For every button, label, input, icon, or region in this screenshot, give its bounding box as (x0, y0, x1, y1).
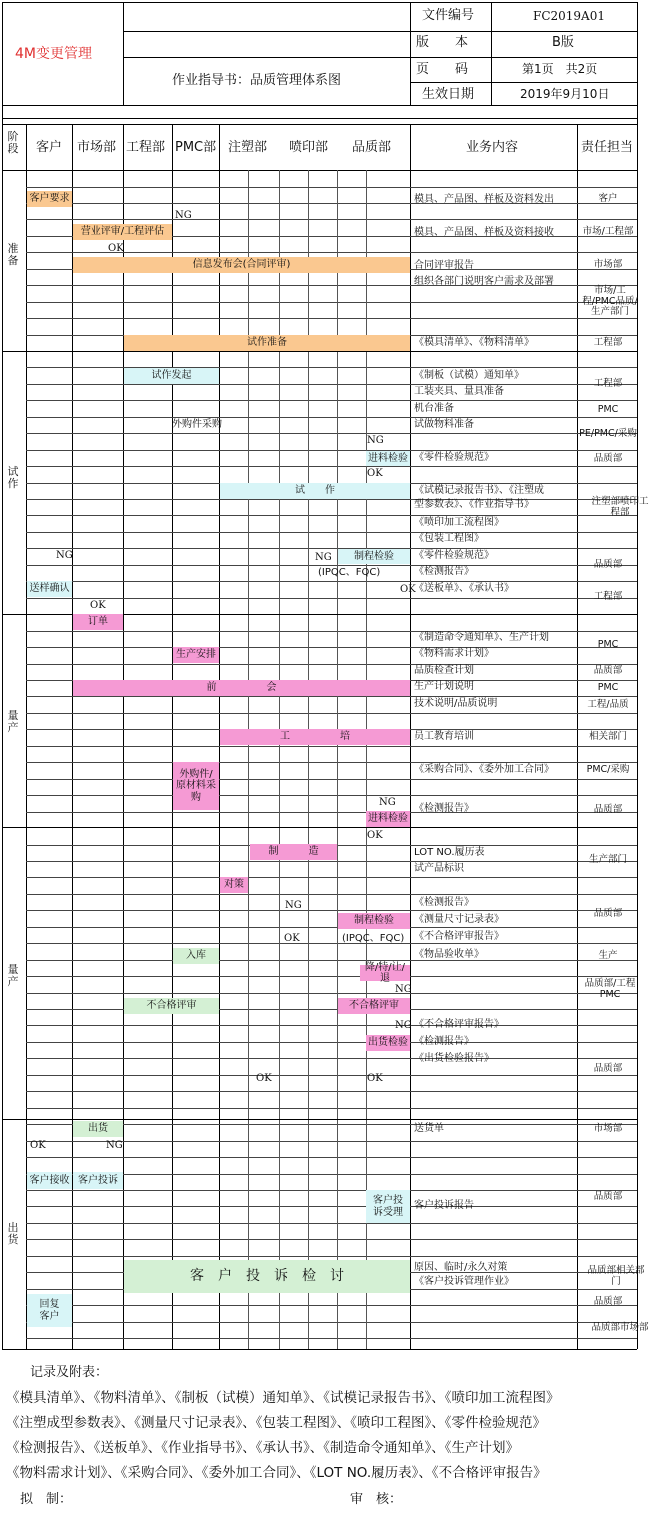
responsibility-cell: 生产部门 (588, 853, 627, 865)
date-label: 生效日期 (422, 87, 475, 102)
block-process-inspection-2: 制程检验 (338, 913, 410, 929)
business-item: 《测量尺寸记录表》 (414, 914, 504, 925)
rule (410, 82, 637, 83)
rule (123, 57, 637, 58)
rule (26, 124, 27, 1349)
block-shipment: 出货 (73, 1121, 123, 1137)
grid-row-line (26, 713, 637, 714)
business-item: 生产计划说明 (414, 681, 474, 692)
mark-ok: OK (367, 468, 383, 479)
table-bottom (2, 1349, 637, 1350)
doc-no-label: 文件编号 (422, 8, 475, 23)
grid-row-line (26, 762, 637, 763)
grid-row-line (26, 1025, 637, 1026)
block-reply-customer: 回复客户 (27, 1294, 72, 1327)
business-item: 技术说明/品质说明 (414, 698, 498, 709)
grid-row-line (26, 927, 637, 928)
rule (2, 118, 637, 119)
grid-row-line (26, 960, 637, 961)
grid-row-line (26, 318, 637, 319)
responsibility-cell: 相关部门 (588, 730, 627, 742)
responsibility-cell: 工程/品质 (587, 698, 629, 710)
grid-row-line (26, 565, 637, 566)
rule (172, 124, 173, 1349)
responsibility-cell: 品质部 (593, 803, 623, 815)
grid-row-line (26, 1091, 637, 1092)
block-customer-complaint: 客户投诉 (73, 1172, 123, 1189)
business-item: 《检测报告》 (414, 897, 474, 908)
responsibility-cell: 品质部 (593, 1190, 623, 1202)
stage-trial: 试作 (7, 465, 19, 491)
block-process-inspection: 制程检验 (338, 549, 410, 564)
mark-ok: OK (400, 584, 416, 595)
grid-row-line (26, 795, 637, 796)
grid-row-line (26, 861, 637, 862)
responsibility-cell: 品质部 (593, 1295, 623, 1307)
grid-row-line (26, 466, 637, 467)
block-pre-meeting: 前 会 (73, 680, 410, 696)
business-item: 原因、临时/永久对策 (414, 1262, 508, 1273)
doc-subtitle: 作业指导书：品质管理体系图 (172, 73, 342, 88)
reviewed-by-label: 审 核： (350, 1492, 403, 1507)
grid-row-line (26, 647, 637, 648)
responsibility-cell: PE/PMC/采购 (579, 427, 637, 439)
col-business: 业务内容 (466, 140, 519, 155)
grid-row-line (26, 812, 637, 813)
grid-row-line (26, 515, 637, 516)
grid-row-line (26, 532, 637, 533)
mark-ok: OK (30, 1140, 46, 1151)
responsibility-cell: PMC (597, 681, 619, 693)
grid-row-line (26, 1157, 637, 1158)
rule (123, 2, 124, 105)
rule (2, 105, 637, 106)
grid-row-line (26, 548, 637, 549)
effective-date: 2019年9月10日 (520, 87, 610, 101)
business-item: LOT NO.履历表 (414, 847, 485, 858)
col-marketing: 市场部 (77, 140, 117, 155)
business-item: 《模具清单》、《物料清单》 (414, 337, 534, 348)
grid-row-line (26, 1075, 637, 1076)
grid-row-line (26, 450, 637, 451)
col-customer: 客户 (36, 140, 63, 155)
responsibility-cell: 品质部市场部 (591, 1321, 649, 1333)
responsibility-cell: 品质部 (593, 1062, 623, 1074)
grid-row-line (26, 943, 637, 944)
responsibility-cell: 品质部 (593, 452, 623, 464)
grid-row-line (26, 384, 637, 385)
business-item: 《制板（试模）通知单》 (414, 370, 524, 381)
stage-separator (2, 1119, 637, 1120)
business-item: 《包装工程图》 (414, 533, 484, 544)
business-item: 《喷印加工流程图》 (414, 517, 504, 528)
block-training: 工 培 (220, 729, 410, 745)
stage-separator (2, 351, 637, 352)
responsibility-cell: 工程部 (593, 377, 623, 389)
col-molding: 注塑部 (228, 140, 268, 155)
version-label: 版 本 (416, 35, 469, 50)
block-complaint-review: 客 户 投 诉 检 讨 (124, 1260, 410, 1293)
responsibility-cell: 工程部 (593, 336, 623, 348)
rule (2, 2, 637, 3)
grid-row-line (26, 581, 637, 582)
block-production-schedule: 生产安排 (173, 647, 219, 663)
block-incoming-inspection: 进料检验 (366, 451, 410, 466)
business-item: 品质检查计划 (414, 665, 474, 676)
block-order: 订单 (73, 614, 123, 630)
records-line: 《检测报告》、《送板单》、《作业指导书》、《承认书》、《制造命令通知单》、《生产计划》 (6, 1440, 519, 1456)
business-item: 《物品验收单》 (414, 949, 484, 960)
mark-ok: OK (367, 830, 383, 841)
stage-mass-1: 量产 (7, 709, 19, 735)
col-printing: 喷印部 (289, 140, 329, 155)
block-customer-request: 客户要求 (27, 191, 72, 207)
grid-row-line (26, 746, 637, 747)
grid-row-line (26, 1256, 637, 1257)
business-item: 《零件检验规范》 (414, 452, 494, 463)
grid-row-line (26, 1305, 637, 1306)
responsibility-cell: 注塑部喷印工程部 (591, 496, 649, 518)
mark-ng: NG (367, 435, 384, 446)
mark-ng: NG (106, 1140, 123, 1151)
mark-ng: NG (395, 984, 412, 995)
business-item: 《出货检验报告》 (414, 1053, 494, 1064)
col-engineering: 工程部 (126, 140, 166, 155)
block-sample-confirm: 送样确认 (27, 581, 72, 597)
grid-row-line (26, 1338, 637, 1339)
grid-row-line (26, 1223, 637, 1224)
block-manufacture: 制 造 (250, 844, 337, 860)
stage-mass-2: 量产 (7, 963, 19, 989)
grid-row-line (26, 187, 637, 188)
records-title: 记录及附表： (30, 1365, 109, 1380)
business-item: 《客户投诉管理作业》 (414, 1276, 514, 1287)
responsibility-cell: 市场部 (593, 1122, 623, 1134)
records-line: 《注塑成型参数表》、《测量尺寸记录表》、《包装工程图》、《喷印工程图》、《零件检验规范》 (6, 1415, 546, 1431)
business-item: 《试模记录报告书》、《注塑成 (414, 485, 544, 496)
business-item: 工装夹具、量具准备 (414, 386, 504, 397)
rule (410, 124, 411, 1349)
responsibility-cell: PMC (597, 638, 619, 650)
col-responsibility: 责任担当 (581, 140, 634, 155)
grid-row-line (26, 219, 637, 220)
grid-row-line (26, 1042, 637, 1043)
business-item: 组织各部门说明客户需求及部署 (414, 276, 554, 287)
grid-row-line (26, 1009, 637, 1010)
block-customer-receive: 客户接收 (27, 1172, 72, 1189)
business-item: 《物料需求计划》 (414, 648, 494, 659)
doc-no: FC2019A01 (533, 9, 605, 23)
business-item: 试做物料准备 (414, 419, 474, 430)
grid-row-line (26, 910, 637, 911)
block-warehouse-in: 入库 (173, 948, 219, 964)
grid-row-line (26, 1058, 637, 1059)
rule (491, 2, 492, 105)
mark-ok: OK (284, 933, 300, 944)
responsibility-cell: 品质部 (593, 664, 623, 676)
version: B版 (552, 35, 574, 50)
responsibility-cell: 品质部相关部门 (587, 1265, 645, 1287)
responsibility-cell: 生产 (598, 949, 618, 961)
mark-ng: NG (315, 552, 332, 563)
responsibility-cell: PMC (597, 403, 619, 415)
grid-row-line (26, 993, 637, 994)
responsibility-cell: 品质部 (593, 907, 623, 919)
responsibility-cell: 品质部 (593, 558, 623, 570)
block-purchase-raw-material: 外购件/原材料采购 (173, 762, 219, 810)
business-item: 《检测报告》 (414, 803, 474, 814)
grid-row-line (26, 367, 637, 368)
doc-title: 4M变更管理 (15, 46, 92, 62)
business-item: 《不合格评审报告》 (414, 931, 504, 942)
label-ipqc-fqc: (IPQC、FQC) (318, 567, 381, 578)
grid-row-line (26, 1322, 637, 1323)
block-outgoing-inspection: 出货检验 (366, 1035, 410, 1051)
rule (410, 2, 411, 105)
col-pmc: PMC部 (175, 140, 217, 155)
grid-row-line (26, 433, 637, 434)
block-trial-prep: 试作准备 (124, 335, 410, 351)
business-item: 合同评审报告 (414, 260, 474, 271)
mark-ok: OK (256, 1073, 272, 1084)
grid-row-line (26, 894, 637, 895)
grid-row-line (26, 417, 637, 418)
block-evaluation: 营业评审/工程评估 (73, 224, 172, 240)
grid-row-line (26, 302, 637, 303)
records-line: 《物料需求计划》、《采购合同》、《委外加工合同》、《LOT NO.履历表》、《不合格评审报告》 (6, 1465, 547, 1481)
page-number: 第1页 共2页 (522, 62, 598, 76)
grid-row-line (26, 598, 637, 599)
rule (123, 31, 637, 32)
block-outsource-purchase: 外购件采购 (172, 419, 222, 430)
grid-row-line (26, 1206, 637, 1207)
rule (2, 2, 3, 1349)
grid-row-line (26, 877, 637, 878)
rule (2, 124, 637, 125)
mark-ok: OK (108, 243, 124, 254)
block-countermeasure: 对策 (220, 877, 248, 893)
responsibility-cell: 品质部/工程PMC (584, 978, 636, 1000)
block-trial-start: 试作发起 (124, 368, 219, 384)
mark-ok: OK (90, 600, 106, 611)
responsibility-cell: 客户 (598, 192, 618, 204)
grid-row-line (26, 664, 637, 665)
grid-row-line (26, 779, 637, 780)
grid-row-line (26, 1239, 637, 1240)
records-line: 《模具清单》、《物料清单》、《制板（试模）通知单》、《试模记录报告书》、《喷印加工流程图》 (6, 1390, 560, 1406)
grid-row-line (26, 696, 637, 697)
drafted-by-label: 拟 制： (20, 1492, 73, 1507)
business-item: 《零件检验规范》 (414, 550, 494, 561)
business-item: 模具、产品图、样板及资料接收 (414, 227, 554, 238)
business-item: 《采购合同》、《委外加工合同》 (414, 764, 554, 775)
block-nc-review-2: 不合格评审 (338, 998, 410, 1014)
block-nc-review: 不合格评审 (124, 998, 219, 1014)
grid-row-line (26, 1108, 637, 1109)
grid-row-line (26, 1190, 637, 1191)
grid-row-line (26, 976, 637, 977)
business-item: 《送板单》、《承认书》 (414, 583, 514, 594)
business-item: 《检测报告》 (414, 1036, 474, 1047)
grid-row-line (26, 499, 637, 500)
grid-row-line (26, 400, 637, 401)
mark-ng: NG (379, 797, 396, 808)
business-item: 模具、产品图、样板及资料发出 (414, 194, 554, 205)
label-ipqc-fqc-2: (IPQC、FQC) (342, 933, 405, 944)
rule (72, 124, 73, 1349)
rule (2, 170, 637, 171)
block-info-meeting: 信息发布会(合同评审) (73, 257, 410, 273)
mark-ng: NG (175, 210, 192, 221)
block-complaint-accept: 客户投诉受理 (366, 1190, 410, 1223)
business-item: 机台准备 (414, 403, 454, 414)
responsibility-cell: 市场/工程/PMC品质/生产部门 (582, 284, 638, 318)
stage-prepare: 准备 (7, 242, 19, 268)
responsibility-cell: 工程部 (593, 590, 623, 602)
responsibility-cell: 市场部 (593, 258, 623, 270)
stage-separator (2, 827, 637, 828)
mark-ok: OK (367, 1073, 383, 1084)
block-incoming-inspection-2: 进料检验 (366, 811, 410, 827)
mark-ng: NG (285, 900, 302, 911)
business-item: 《不合格评审报告》 (414, 1019, 504, 1030)
rule (123, 124, 124, 1349)
responsibility-cell: 市场/工程部 (582, 225, 634, 237)
business-item: 客户投诉报告 (414, 1200, 474, 1211)
responsibility-cell: PMC/采购 (586, 763, 630, 775)
mark-ng: NG (395, 1020, 412, 1031)
business-item: 试产品标识 (414, 863, 464, 874)
col-quality: 品质部 (352, 140, 392, 155)
stage-ship: 出货 (7, 1221, 19, 1247)
block-trial-run: 试 作 (220, 483, 410, 499)
mark-ng: NG (56, 550, 73, 561)
block-special-acceptance: 降/特/让/退 (360, 965, 410, 981)
business-item: 《检测报告》 (414, 566, 474, 577)
business-item: 送货单 (414, 1123, 444, 1134)
col-stage: 阶段 (7, 130, 19, 156)
business-item: 员工教育培训 (414, 731, 474, 742)
business-item: 型参数表》、《作业指导书》 (414, 499, 534, 510)
business-item: 《制造命令通知单》、生产计划 (414, 632, 549, 643)
page-label: 页 码 (416, 62, 469, 77)
